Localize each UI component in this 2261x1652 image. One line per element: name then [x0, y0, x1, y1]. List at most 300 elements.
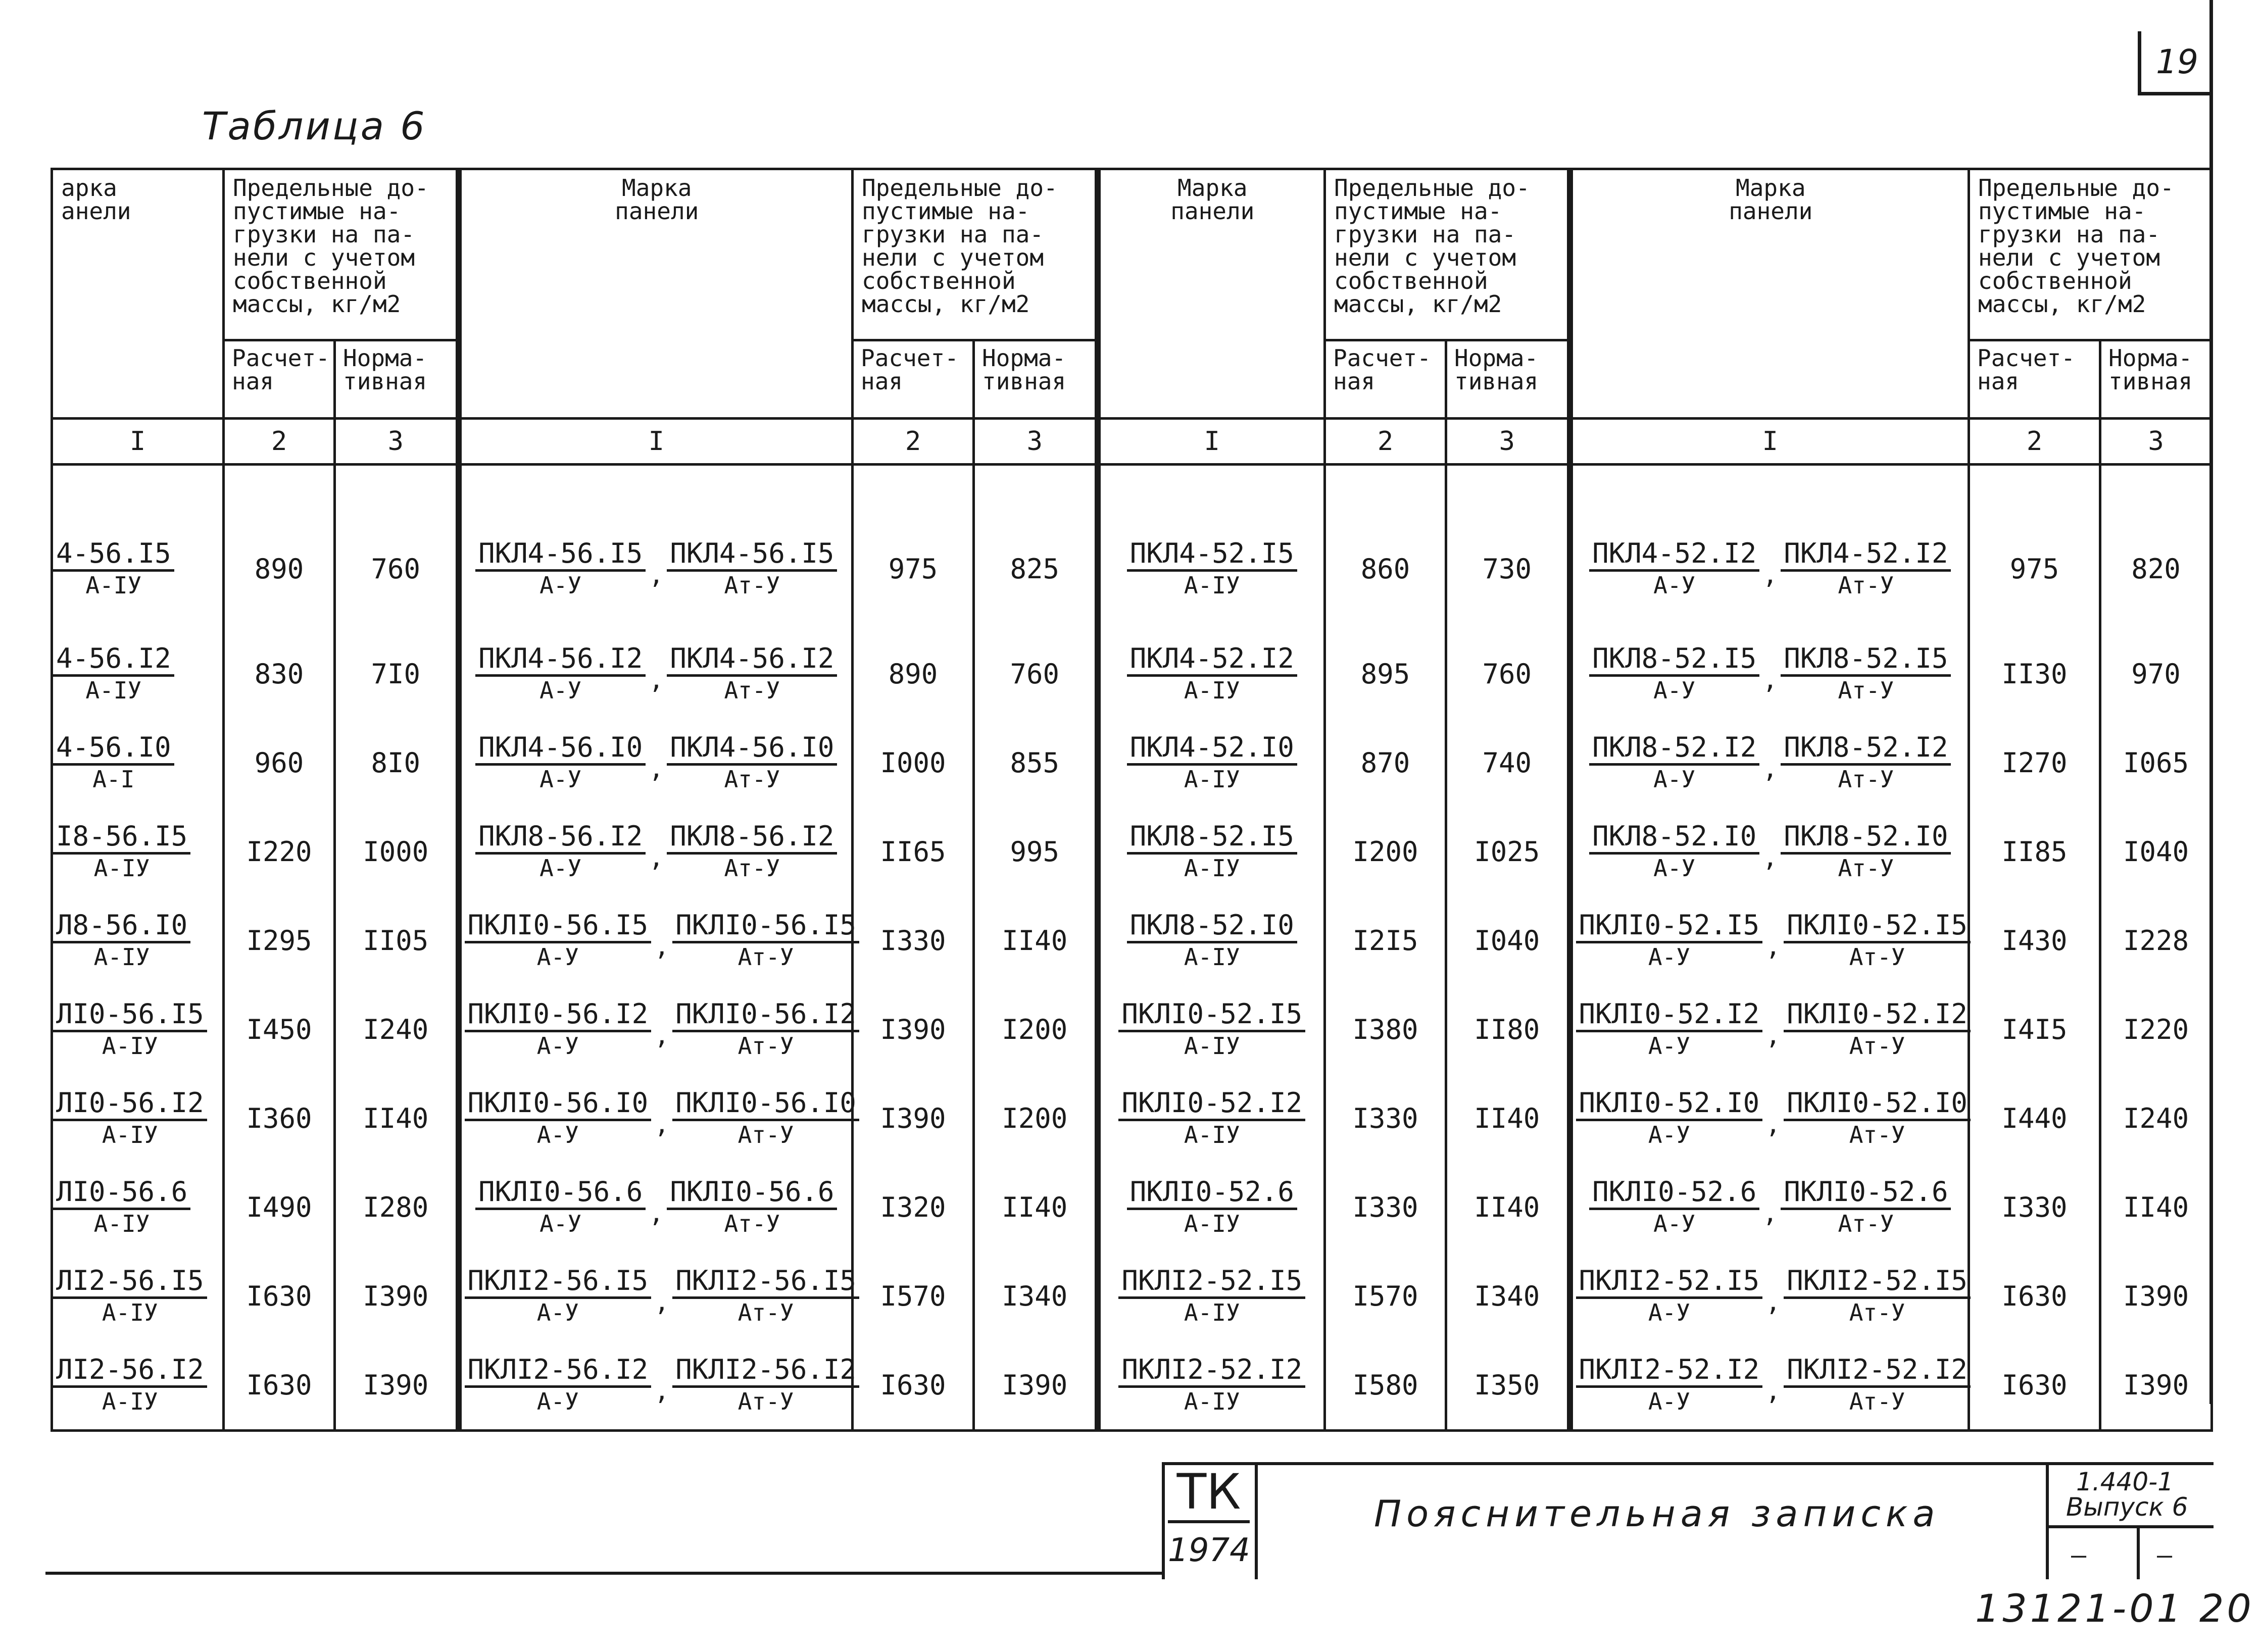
title-block-issue: Выпуск 6 [2066, 1492, 2188, 1522]
header-norm [335, 340, 459, 419]
panel-mark-bottom: Ат-У [724, 854, 780, 882]
table-row [52, 1163, 2212, 1251]
load-value: 975 [853, 465, 974, 630]
title-block-divider [2046, 1525, 2214, 1528]
panel-mark-top: ЛI2-56.I5 [53, 1266, 207, 1299]
header-norm [974, 340, 1098, 419]
load-value: I630 [853, 1340, 974, 1431]
load-value: I390 [853, 985, 974, 1074]
panel-mark-top: ПКЛ4-52.I5 [1127, 539, 1297, 572]
load-value: II80 [1446, 985, 1570, 1074]
mark-cell [1570, 1163, 1969, 1251]
load-value: I330 [1325, 1074, 1446, 1163]
panel-mark-top: ПКЛ8-52.I5 [1589, 644, 1759, 677]
panel-mark [475, 539, 646, 599]
load-value: I330 [853, 896, 974, 985]
panel-mark-top: ПКЛ8-56.I2 [475, 822, 646, 855]
panel-mark-top: ПКЛI2-52.I2 [1576, 1355, 1763, 1388]
panel-mark-bottom: А-У [539, 571, 582, 599]
panel-mark [1118, 1088, 1305, 1148]
panel-mark-bottom: А-У [1653, 854, 1696, 882]
mark-cell [459, 465, 853, 630]
mark-separator: , [1765, 1110, 1781, 1139]
panel-mark [1118, 999, 1305, 1060]
panel-mark [475, 1177, 646, 1237]
panel-mark-top: ПКЛI0-52.I5 [1784, 911, 1971, 943]
mark-cell [459, 1251, 856, 1340]
load-value: I380 [1325, 985, 1446, 1074]
panel-mark [53, 1177, 190, 1237]
table-row [52, 718, 2212, 807]
panel-mark-bottom: А-IУ [93, 854, 150, 882]
load-value: II40 [2100, 1163, 2212, 1251]
load-value: 960 [224, 718, 335, 807]
panel-mark-top: ПКЛI0-56.6 [475, 1177, 646, 1210]
title-block-code: 1.440-1 [2076, 1467, 2174, 1496]
load-value: I360 [224, 1074, 335, 1163]
column-number: 2 [853, 419, 974, 465]
header-mark-text: арка анели [61, 174, 131, 225]
mark-cell [52, 896, 224, 985]
load-value: I270 [1969, 718, 2100, 807]
panel-mark-top: ПКЛI0-52.6 [1127, 1177, 1297, 1210]
panel-mark-bottom: А-У [536, 1387, 579, 1415]
panel-mark [672, 999, 859, 1060]
header-mark-truncated [52, 169, 224, 419]
load-value: 760 [974, 629, 1098, 718]
panel-mark-bottom: А-У [536, 1121, 579, 1148]
table-row [52, 1340, 2212, 1431]
header-mark-text: Марка панели [1729, 174, 1813, 225]
title-block-divider [2137, 1525, 2140, 1579]
panel-mark-bottom: А-У [539, 765, 582, 793]
header-loads-text: Предельные до- пустимые на- грузки на па- нели с учетом собственной массы, кг/м2 [1978, 174, 2174, 318]
mark-cell [459, 629, 853, 718]
mark-separator: , [1765, 932, 1781, 961]
load-value: I570 [853, 1251, 974, 1340]
panel-mark-bottom: Ат-У [724, 676, 780, 704]
header-norm-text: Норма- тивная [982, 344, 1066, 395]
panel-mark-top: ЛI0-56.I5 [53, 999, 207, 1032]
load-value: I390 [335, 1251, 459, 1340]
header-loads-2 [853, 169, 1098, 340]
load-value: I390 [335, 1340, 459, 1431]
panel-mark-bottom: А-У [1648, 1387, 1690, 1415]
panel-mark [465, 1355, 652, 1415]
load-value: 970 [2100, 629, 2212, 718]
header-mark-2 [459, 169, 853, 419]
load-value: I000 [335, 807, 459, 896]
load-value: I390 [2100, 1251, 2212, 1340]
column-number: 3 [1446, 419, 1570, 465]
load-value: I200 [974, 985, 1098, 1074]
panel-mark [1589, 539, 1759, 599]
load-value: I200 [1325, 807, 1446, 896]
panel-mark-top: ПКЛI0-52.I0 [1784, 1088, 1971, 1121]
panel-mark [465, 1266, 652, 1326]
panel-mark-bottom: А-У [1648, 1121, 1690, 1148]
mark-separator: , [649, 754, 664, 783]
load-value: II40 [1446, 1074, 1570, 1163]
load-value: I450 [224, 985, 335, 1074]
header-mark-3 [1098, 169, 1325, 419]
mark-cell [1098, 465, 1325, 630]
panel-mark [1118, 1266, 1305, 1326]
mark-cell [459, 718, 853, 807]
mark-cell [52, 1251, 224, 1340]
panel-mark-bottom: Ат-У [1849, 1298, 1905, 1326]
header-norm [2100, 340, 2212, 419]
header-norm [1446, 340, 1570, 419]
panel-mark-bottom: А-У [1648, 1032, 1690, 1060]
panel-mark-bottom: А-IУ [1184, 1032, 1240, 1060]
panel-mark-top: ЛI2-56.I2 [53, 1355, 207, 1388]
load-value: 825 [974, 465, 1098, 630]
panel-mark [1127, 733, 1297, 793]
panel-mark [667, 644, 837, 704]
load-value: I390 [974, 1340, 1098, 1431]
header-loads-4 [1969, 169, 2212, 340]
panel-mark-bottom: Ат-У [1838, 1210, 1894, 1237]
header-loads-3 [1325, 169, 1570, 340]
load-value: 740 [1446, 718, 1570, 807]
panel-mark-top: ПКЛ8-52.I0 [1781, 822, 1951, 855]
table-row [52, 807, 2212, 896]
mark-cell [1570, 896, 1969, 985]
panel-mark-top: I8-56.I5 [53, 822, 190, 855]
mark-cell [52, 629, 224, 718]
panel-mark [667, 733, 837, 793]
panel-mark [1127, 1177, 1297, 1237]
panel-mark [1576, 1266, 1763, 1326]
mark-cell [52, 465, 224, 630]
mark-cell [52, 718, 224, 807]
panel-mark-bottom: А-IУ [1184, 765, 1240, 793]
panel-mark-bottom: А-У [1653, 1210, 1696, 1237]
panel-mark-bottom: А-У [1648, 943, 1690, 971]
load-value: II85 [1969, 807, 2100, 896]
panel-mark-top: ПКЛ8-52.I0 [1127, 911, 1297, 943]
panel-mark-bottom: Ат-У [738, 1032, 794, 1060]
header-calc [224, 340, 335, 419]
panel-mark [1127, 539, 1297, 599]
mark-cell [52, 1074, 224, 1163]
panel-mark-top: 4-56.I0 [53, 733, 174, 766]
title-block-tk: ТК [1168, 1464, 1250, 1523]
panel-mark-top: ПКЛ4-52.I2 [1127, 644, 1297, 677]
panel-mark-top: ПКЛ8-56.I2 [667, 822, 837, 855]
panel-mark-bottom: А-IУ [1184, 1387, 1240, 1415]
panel-mark-top: ПКЛI2-56.I2 [672, 1355, 859, 1388]
load-value: I580 [1325, 1340, 1446, 1431]
panel-mark [1781, 822, 1951, 882]
column-number: 3 [2100, 419, 2212, 465]
mark-cell [1098, 718, 1325, 807]
load-value: 890 [224, 465, 335, 630]
panel-mark-top: ПКЛI2-52.I5 [1118, 1266, 1305, 1299]
mark-separator: , [1762, 1198, 1778, 1228]
load-value: 895 [1325, 629, 1446, 718]
mark-cell [1098, 1074, 1325, 1163]
load-value: I490 [224, 1163, 335, 1251]
mark-separator: , [649, 665, 664, 694]
panel-mark-top: ПКЛ8-52.I0 [1589, 822, 1759, 855]
load-value: 760 [1446, 629, 1570, 718]
panel-mark-top: ПКЛ4-56.I5 [667, 539, 837, 572]
load-value: I430 [1969, 896, 2100, 985]
title-block-title: Пояснительная записка [1374, 1492, 1940, 1535]
table-caption: Таблица 6 [202, 104, 427, 148]
load-value: II30 [1969, 629, 2100, 718]
mark-cell [459, 1163, 853, 1251]
load-value: 760 [335, 465, 459, 630]
mark-cell [1570, 1340, 1969, 1431]
panel-mark [1576, 999, 1763, 1060]
panel-mark [465, 999, 652, 1060]
load-value: 855 [974, 718, 1098, 807]
panel-mark-bottom: А-IУ [1184, 943, 1240, 971]
mark-separator: , [649, 560, 664, 589]
panel-mark-bottom: А-IУ [102, 1121, 158, 1148]
panel-mark-bottom: А-У [1648, 1298, 1690, 1326]
panel-mark-top: ПКЛ4-56.I5 [475, 539, 646, 572]
panel-mark-bottom: Ат-У [738, 943, 794, 971]
load-value: I630 [224, 1251, 335, 1340]
panel-mark [1781, 733, 1951, 793]
header-mark-text: Марка панели [1170, 174, 1255, 225]
panel-mark-top: ПКЛI0-52.I2 [1784, 999, 1971, 1032]
load-value: I240 [335, 985, 459, 1074]
table-row [52, 629, 2212, 718]
panel-mark-top: ПКЛI2-56.I5 [465, 1266, 652, 1299]
panel-mark [1781, 644, 1951, 704]
panel-mark-bottom: Ат-У [1849, 1121, 1905, 1148]
panel-mark-top: ПКЛI0-56.I0 [465, 1088, 652, 1121]
panel-mark-bottom: Ат-У [1838, 676, 1894, 704]
panel-mark-top: ПКЛI0-56.6 [667, 1177, 837, 1210]
panel-mark-bottom: А-У [539, 676, 582, 704]
load-value: II40 [1446, 1163, 1570, 1251]
column-number: 2 [1325, 419, 1446, 465]
table-row [52, 1251, 2212, 1340]
panel-mark [667, 539, 837, 599]
panel-mark-bottom: А-IУ [102, 1387, 158, 1415]
panel-mark-bottom: Ат-У [724, 571, 780, 599]
load-value: I295 [224, 896, 335, 985]
panel-mark-bottom: А-IУ [1184, 1121, 1240, 1148]
header-loads-text: Предельные до- пустимые на- грузки на па- нели с учетом собственной массы, кг/м2 [1334, 174, 1530, 318]
header-calc [1325, 340, 1446, 419]
load-value: I570 [1325, 1251, 1446, 1340]
panel-mark [1127, 911, 1297, 971]
mark-cell [459, 807, 853, 896]
panel-mark-bottom: А-У [539, 854, 582, 882]
load-value: I040 [1446, 896, 1570, 985]
panel-mark [672, 1266, 859, 1326]
column-number: 2 [224, 419, 335, 465]
panel-mark [1576, 1355, 1763, 1415]
panel-mark-top: ЛI0-56.6 [53, 1177, 190, 1210]
panel-mark-bottom: А-IУ [93, 1210, 150, 1237]
panel-mark-top: ПКЛI0-52.I0 [1576, 1088, 1763, 1121]
panel-mark [1784, 911, 1971, 971]
mark-cell [52, 807, 224, 896]
mark-cell [1570, 1074, 1969, 1163]
load-value: 995 [974, 807, 1098, 896]
mark-separator: , [1765, 1376, 1781, 1406]
load-value: II40 [974, 1163, 1098, 1251]
panel-mark-top: ПКЛI0-56.I0 [672, 1088, 859, 1121]
panel-mark-top: ПКЛI0-56.I5 [672, 911, 859, 943]
load-value: I320 [853, 1163, 974, 1251]
panel-mark-top: ПКЛI2-52.I5 [1576, 1266, 1763, 1299]
column-number: 3 [335, 419, 459, 465]
panel-mark [1781, 1177, 1951, 1237]
panel-mark-top: ПКЛ8-52.I2 [1589, 733, 1759, 766]
table-row [52, 1074, 2212, 1163]
load-value: I340 [974, 1251, 1098, 1340]
table-row [52, 465, 2212, 630]
panel-mark [475, 822, 646, 882]
mark-cell [459, 896, 856, 985]
panel-mark [475, 644, 646, 704]
mark-separator: , [654, 1287, 670, 1317]
panel-mark-bottom: А-У [1653, 765, 1696, 793]
panel-mark [53, 999, 207, 1060]
load-value: 860 [1325, 465, 1446, 630]
mark-cell [52, 1163, 224, 1251]
panel-mark-bottom: Ат-У [1849, 943, 1905, 971]
panel-mark [53, 1266, 207, 1326]
load-value: I340 [1446, 1251, 1570, 1340]
load-value: II65 [853, 807, 974, 896]
panel-mark-bottom: А-У [539, 1210, 582, 1237]
panel-mark-bottom: А-I [92, 765, 135, 793]
panel-mark-top: ПКЛI0-52.I2 [1576, 999, 1763, 1032]
mark-cell [459, 1340, 856, 1431]
mark-cell [1098, 629, 1325, 718]
mark-cell [1570, 718, 1969, 807]
panel-mark-top: ПКЛ4-56.I2 [475, 644, 646, 677]
panel-mark-top: ПКЛ4-52.I2 [1781, 539, 1951, 572]
column-number: 3 [974, 419, 1098, 465]
panel-mark [53, 1088, 207, 1148]
panel-mark [1589, 822, 1759, 882]
mark-cell [1098, 1163, 1325, 1251]
panel-mark-top: ПКЛ4-52.I2 [1589, 539, 1759, 572]
load-value: I350 [1446, 1340, 1570, 1431]
load-value: 8I0 [335, 718, 459, 807]
panel-mark-top: ПКЛI0-56.I2 [465, 999, 652, 1032]
panel-mark-bottom: А-IУ [1184, 571, 1240, 599]
mark-separator: , [1762, 754, 1778, 783]
load-value: I4I5 [1969, 985, 2100, 1074]
header-calc [853, 340, 974, 419]
panel-mark-top: ПКЛI0-52.I5 [1576, 911, 1763, 943]
header-calc-text: Расчет- ная [1977, 344, 2075, 395]
panel-mark-bottom: А-IУ [1184, 1210, 1240, 1237]
panel-mark-top: ПКЛ8-52.I5 [1781, 644, 1951, 677]
load-value: I040 [2100, 807, 2212, 896]
load-value: I630 [1969, 1340, 2100, 1431]
panel-mark-top: ПКЛI0-56.I2 [672, 999, 859, 1032]
panel-mark [53, 911, 190, 971]
header-calc-text: Расчет- ная [1333, 344, 1431, 395]
mark-separator: , [1762, 560, 1778, 589]
load-value: I220 [2100, 985, 2212, 1074]
title-block-dash: — [2071, 1540, 2087, 1570]
load-value: 730 [1446, 465, 1570, 630]
panel-mark-bottom: Ат-У [1838, 571, 1894, 599]
load-value: II40 [335, 1074, 459, 1163]
load-value: 830 [224, 629, 335, 718]
panel-mark-top: ЛI0-56.I2 [53, 1088, 207, 1121]
panel-mark [465, 911, 652, 971]
mark-separator: , [1762, 843, 1778, 872]
table-body [52, 465, 2212, 1431]
panel-mark [1576, 911, 1763, 971]
mark-cell [1098, 1251, 1325, 1340]
panel-mark [1784, 999, 1971, 1060]
mark-separator: , [1765, 1021, 1781, 1050]
load-value: I2I5 [1325, 896, 1446, 985]
panel-mark [672, 1355, 859, 1415]
panel-mark [475, 733, 646, 793]
panel-mark-bottom: Ат-У [738, 1298, 794, 1326]
panel-mark-bottom: Ат-У [738, 1121, 794, 1148]
page-number: 19 [2138, 31, 2213, 95]
panel-mark-bottom: А-IУ [1184, 676, 1240, 704]
mark-separator: , [654, 1376, 670, 1406]
load-value: I065 [2100, 718, 2212, 807]
panel-mark-top: ПКЛ4-56.I0 [667, 733, 837, 766]
load-value: 820 [2100, 465, 2212, 630]
panel-mark [1118, 1355, 1305, 1415]
load-table [51, 168, 2213, 1432]
panel-mark-top: ПКЛI0-52.I5 [1118, 999, 1305, 1032]
panel-mark [53, 822, 190, 882]
panel-mark-bottom: Ат-У [1849, 1032, 1905, 1060]
panel-mark-bottom: Ат-У [1838, 854, 1894, 882]
mark-cell [1098, 896, 1325, 985]
panel-mark-top: ПКЛI2-52.I2 [1784, 1355, 1971, 1388]
header-loads-text: Предельные до- пустимые на- грузки на па- нели с учетом собственной массы, кг/м2 [862, 174, 1058, 318]
panel-mark-bottom: А-У [536, 1298, 579, 1326]
mark-cell [459, 985, 856, 1074]
load-value: I390 [853, 1074, 974, 1163]
column-number: 2 [1969, 419, 2100, 465]
header-mark-text: Марка панели [615, 174, 699, 225]
panel-mark-top: ПКЛI0-56.I5 [465, 911, 652, 943]
header-norm-text: Норма- тивная [2108, 344, 2193, 395]
panel-mark-top: ПКЛI2-52.I5 [1784, 1266, 1971, 1299]
mark-cell [1570, 1251, 1969, 1340]
load-value: I220 [224, 807, 335, 896]
mark-separator: , [654, 932, 670, 961]
table-row [52, 896, 2212, 985]
header-loads-text: Предельные до- пустимые на- грузки на па- нели с учетом собственной массы, кг/м2 [233, 174, 429, 318]
panel-mark-top: ПКЛ4-56.I0 [475, 733, 646, 766]
panel-mark-bottom: А-У [536, 1032, 579, 1060]
title-block-year: 1974 [1168, 1532, 1250, 1569]
mark-cell [1570, 985, 1969, 1074]
header-mark-4 [1570, 169, 1969, 419]
column-number: I [1098, 419, 1325, 465]
mark-cell [1098, 985, 1325, 1074]
load-value: II05 [335, 896, 459, 985]
panel-mark-top: ПКЛ4-56.I2 [667, 644, 837, 677]
header-calc-text: Расчет- ная [232, 344, 330, 395]
